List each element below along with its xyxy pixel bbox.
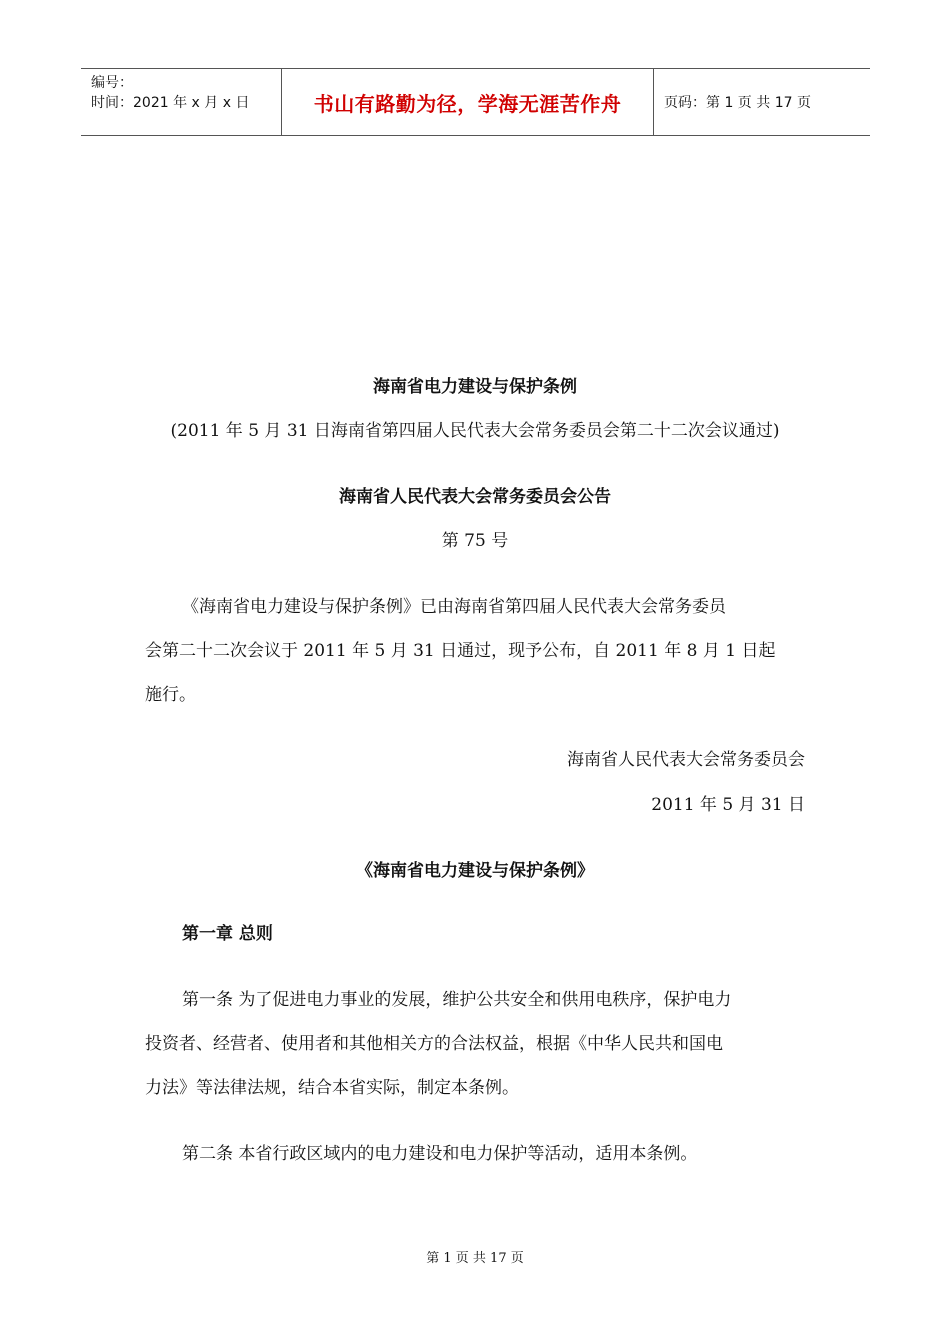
article-line: 投资者、经营者、使用者和其他相关方的合法权益，根据《中华人民共和国电 (145, 1034, 723, 1054)
article-line: 力法》等法律法规，结合本省实际，制定本条例。 (145, 1078, 519, 1098)
announcement-number: 第 75 号 (441, 531, 509, 551)
time-label: 时间：2021 年 x 月 x 日 (91, 95, 250, 111)
passed-note: (2011 年 5 月 31 日海南省第四届人民代表大会常务委员会第二十二次会议通过) (170, 421, 780, 441)
motto-text: 书山有路勤为径，学海无涯苦作舟 (313, 91, 622, 116)
document-title: 海南省电力建设与保护条例 (373, 377, 577, 397)
page-header (81, 68, 870, 136)
article-2: 第二条 本省行政区域内的电力建设和电力保护等活动，适用本条例。 (182, 1144, 698, 1164)
chapter-title: 第一章 总则 (182, 924, 273, 944)
header-page-info (654, 69, 870, 135)
header-meta (81, 69, 281, 135)
signature-org: 海南省人民代表大会常务委员会 (567, 750, 805, 770)
signature-date: 2011 年 5 月 31 日 (651, 795, 805, 815)
header-motto-cell (281, 69, 654, 135)
number-label: 编号： (91, 75, 133, 91)
page-info-text: 页码：第 1 页 共 17 页 (664, 95, 811, 111)
page-footer: 第 1 页 共 17 页 (426, 1251, 524, 1266)
regulation-title: 《海南省电力建设与保护条例》 (356, 861, 594, 881)
announcement-line: 会第二十二次会议于 2011 年 5 月 31 日通过，现予公布，自 2011 年 8 月 1 日起 (145, 641, 776, 661)
announcement-line: 《海南省电力建设与保护条例》已由海南省第四届人民代表大会常务委员 (182, 597, 726, 617)
announcement-line: 施行。 (145, 685, 196, 705)
announcement-title: 海南省人民代表大会常务委员会公告 (339, 487, 611, 507)
article-line: 第一条 为了促进电力事业的发展，维护公共安全和供用电秩序，保护电力 (182, 990, 732, 1010)
